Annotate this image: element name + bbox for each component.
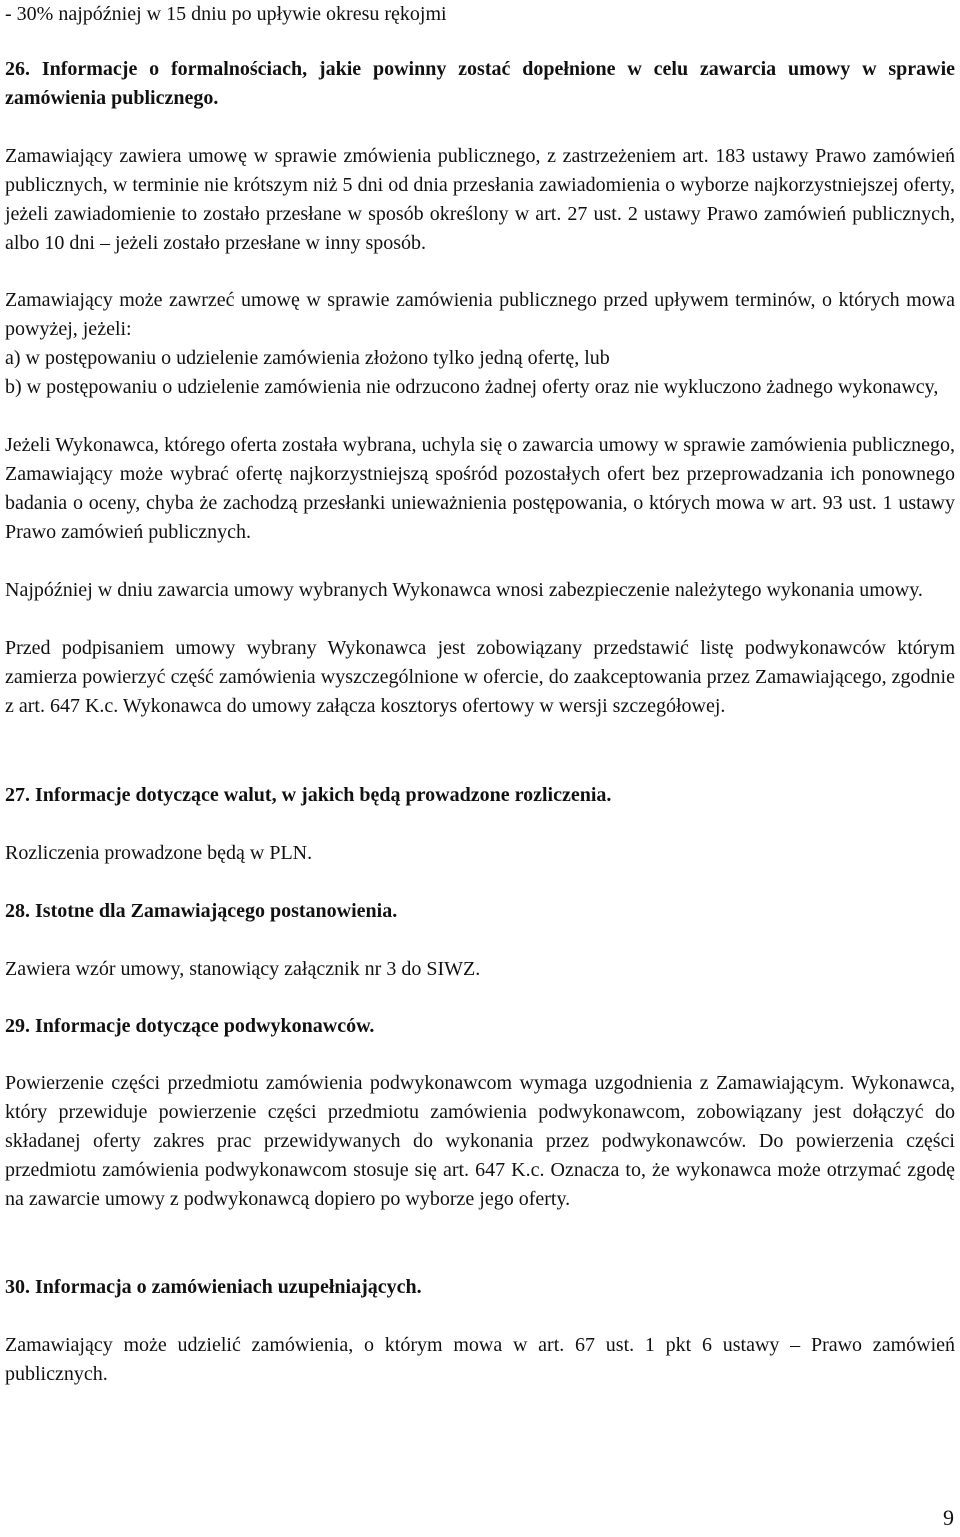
intro-line: - 30% najpóźniej w 15 dniu po upływie okresu rękojmi — [5, 3, 447, 25]
section-26-heading: 26. Informacje o formalnościach, jakie powinny zostać dopełnione w celu zawarcia umowy w sprawie zamówienia publicznego. — [5, 58, 955, 109]
section-28-heading: 28. Istotne dla Zamawiającego postanowienia. — [5, 900, 398, 922]
section-27-heading: 27. Informacje dotyczące walut, w jakich będą prowadzone rozliczenia. — [5, 784, 612, 806]
section-26-paragraph-4: Najpóźniej w dniu zawarcia umowy wybranych Wykonawca wnosi zabezpieczenie należytego wykonania umowy. — [5, 579, 923, 601]
section-26-paragraph-3: Jeżeli Wykonawca, którego oferta została wybrana, uchyla się o zawarcia umowy w sprawie zamówienia publicznego, Zamawiający może wybrać ofertę najkorzystniejszą spośród pozostałych ofert bez przeprowadzania ich ponownego badania o oceny, chyba że zachodzą przesłanki unieważnienia postępowania, o których mowa w art. 93 ust. 1 ustawy Prawo zamówień publicznych. — [5, 434, 955, 543]
section-26-paragraph-5: Przed podpisaniem umowy wybrany Wykonawca jest zobowiązany przedstawić listę podwykonawców którym zamierza powierzyć część zamówienia wyszczególnione w ofercie, do zaakceptowania przez Zamawiającego, zgodnie z art. 647 K.c. Wykonawca do umowy załącza kosztorys ofertowy w wersji szczegółowej. — [5, 637, 955, 717]
page-number: 9 — [943, 1505, 954, 1530]
section-26-paragraph-1: Zamawiający zawiera umowę w sprawie zmówienia publicznego, z zastrzeżeniem art. 183 ustawy Prawo zamówień publicznych, w terminie nie krótszym niż 5 dni od dnia przesłania zawiadomienia o wyborze najkorzystniejszej oferty, jeżeli zawiadomienie to zostało przesłane w sposób określony w art. 27 ust. 2 ustawy Prawo zamówień publicznych, albo 10 dni – jeżeli zostało przesłane w inny sposób. — [5, 145, 955, 254]
section-27-paragraph: Rozliczenia prowadzone będą w PLN. — [5, 842, 313, 864]
section-26-paragraph-2: Zamawiający może zawrzeć umowę w sprawie zamówienia publicznego przed upływem terminów, o których mowa powyżej, jeżeli: — [5, 289, 955, 340]
section-28-paragraph: Zawiera wzór umowy, stanowiący załącznik nr 3 do SIWZ. — [5, 958, 481, 980]
section-29-heading: 29. Informacje dotyczące podwykonawców. — [5, 1015, 375, 1037]
section-26-list-item-b: b) w postępowaniu o udzielenie zamówienia nie odrzucono żadnej oferty oraz nie wykluczono żadnego wykonawcy, — [5, 376, 939, 398]
section-30-heading: 30. Informacja o zamówieniach uzupełniających. — [5, 1276, 422, 1298]
section-30-paragraph: Zamawiający może udzielić zamówienia, o którym mowa w art. 67 ust. 1 pkt 6 ustawy – Prawo zamówień publicznych. — [5, 1334, 955, 1385]
section-29-paragraph: Powierzenie części przedmiotu zamówienia podwykonawcom wymaga uzgodnienia z Zamawiającym. Wykonawca, który przewiduje powierzenie części przedmiotu zamówienia podwykonawcom, zobowiązany jest dołączyć do składanej oferty zakres prac przewidywanych do wykonania przez podwykonawców. Do powierzenia części przedmiotu zamówienia podwykonawcom stosuje się art. 647 K.c. Oznacza to, że wykonawca może otrzymać zgodę na zawarcie umowy z podwykonawcą dopiero po wyborze jego oferty. — [5, 1072, 955, 1210]
section-26-list-item-a: a) w postępowaniu o udzielenie zamówienia złożono tylko jedną ofertę, lub — [5, 347, 610, 369]
